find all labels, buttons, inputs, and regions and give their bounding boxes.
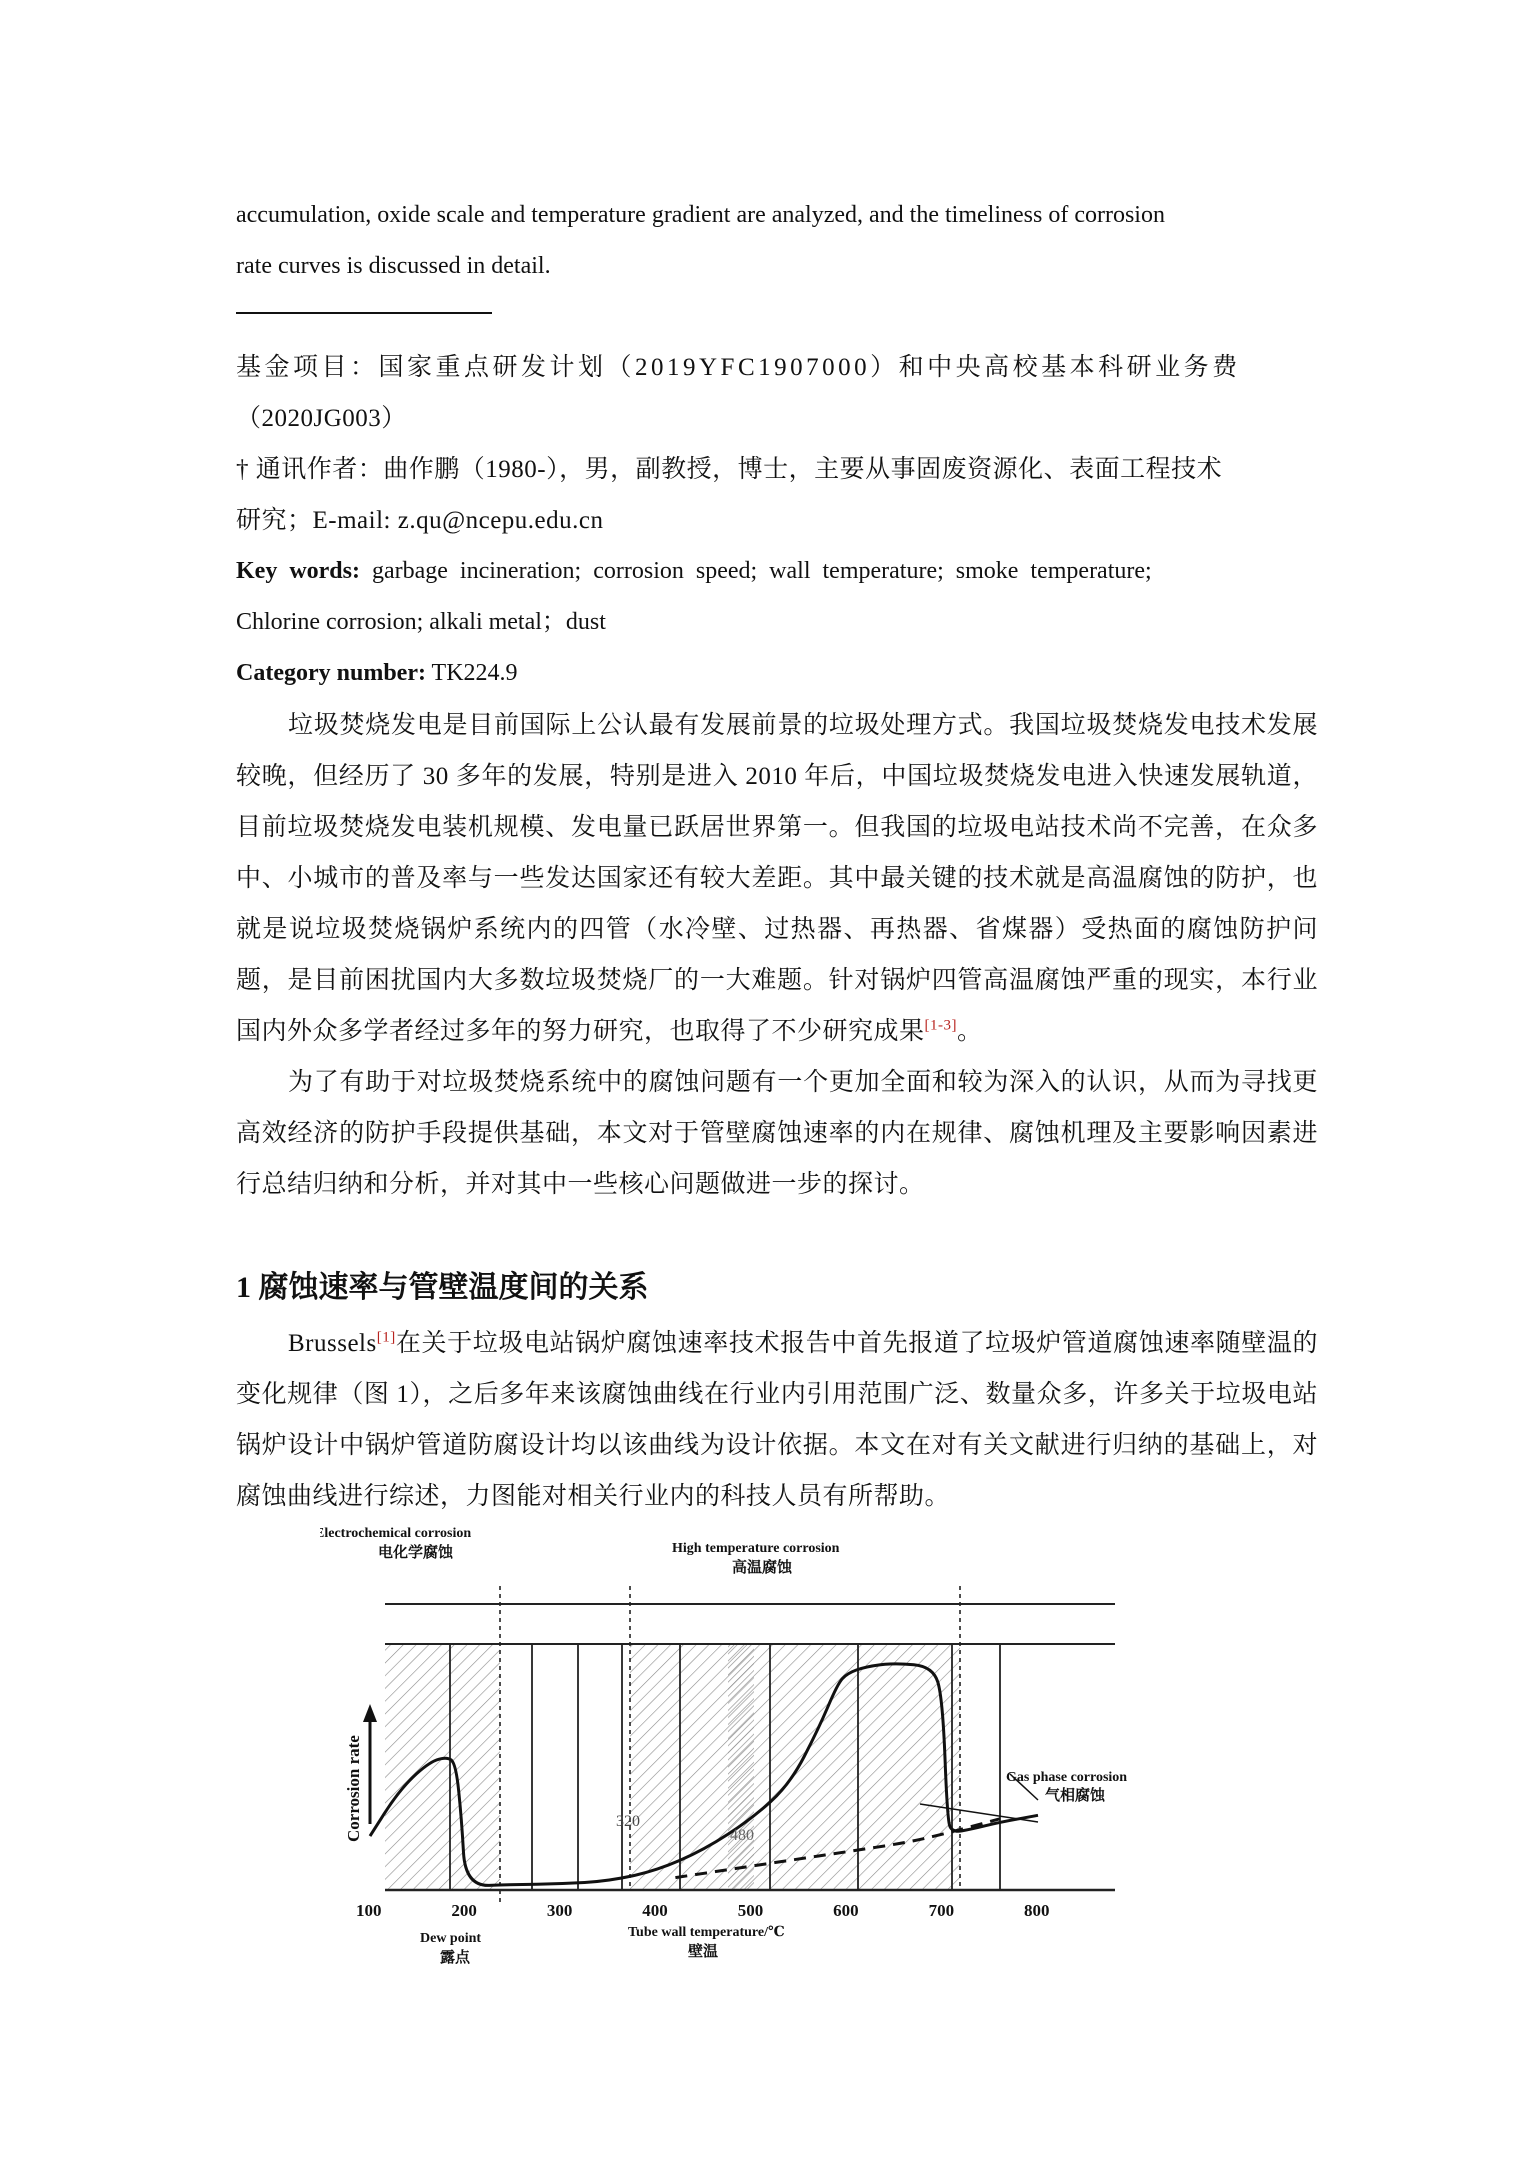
x-tick-700: 700 [928, 1901, 955, 1920]
intro [236, 700, 1318, 1210]
category [236, 648, 1318, 699]
intro-paragraph-1-text: 垃圾焚烧发电是目前国际上公认最有发展前景的垃圾处理方式。我国垃圾焚烧发电技术发展较晚，但经历了 30 多年的发展，特别是进入 2010 年后，中国垃圾焚烧发电进入快速发展轨道，目前垃圾焚烧发电装机规模、发电量已跃居世界第一。但我国的垃圾电站技术尚不完善，在众多中、小城市的普及率与一些发达国家还有较大差距。其中最关键的技术就是高温腐蚀的防护，也就是说垃圾焚烧锅炉系统内的四管（水冷壁、过热器、再热器、省煤器）受热面的腐蚀防护问题，是目前困扰国内大多数垃圾焚烧厂的一大难题。针对锅炉四管高温腐蚀严重的现实，本行业国内外众多学者经过多年的努力研究，也取得了不少研究成果 [236, 712, 1318, 1045]
figure-1 [320, 1524, 1180, 1994]
keywords-values-1: garbage incineration; corrosion speed; wall temperature; smoke temperature; [359, 558, 1152, 584]
marker-320: 320 [616, 1813, 640, 1830]
x-tick-500: 500 [737, 1901, 764, 1920]
footnotes [236, 342, 1318, 546]
x-axis-label-en: Tube wall temperature/℃ [628, 1925, 785, 1940]
electrochem-label-cn: 电化学腐蚀 [378, 1545, 454, 1561]
author-line-1: † 通讯作者：曲作鹏（1980-），男，副教授，博士，主要从事固废资源化、表面工程技术 [236, 456, 1223, 483]
x-tick-200: 200 [451, 1901, 477, 1920]
keywords-line-2: Chlorine corrosion; alkali metal；dust [236, 609, 606, 635]
abstract-line-2: rate curves is discussed in detail. [236, 253, 551, 279]
intro-paragraph-1-end: 。 [957, 1018, 983, 1045]
section-1-heading: 1 腐蚀速率与管壁温度间的关系 [236, 1271, 649, 1304]
fund-line-2: （2020JG003） [236, 405, 407, 432]
x-axis-label-cn: 壁温 [688, 1944, 719, 1960]
abstract-line-1: accumulation, oxide scale and temperature gradient are analyzed, and the timeliness of corrosion [236, 202, 1165, 228]
fund-line-1: 基金项目：国家重点研发计划（2019YFC1907000）和中央高校基本科研业务费 [236, 354, 1241, 381]
x-tick-400: 400 [642, 1901, 668, 1920]
author-line-2: 研究；E-mail: z.qu@ncepu.edu.cn [236, 507, 604, 534]
section-1-body: 在关于垃圾电站锅炉腐蚀速率技术报告中首先报道了垃圾炉管道腐蚀速率随壁温的变化规律（图 1），之后多年来该腐蚀曲线在行业内引用范围广泛、数量众多，许多关于垃圾电站锅炉设计中锅炉管道防腐设计均以该曲线为设计依据。本文在对有关文献进行归纳的基础上，对腐蚀曲线进行综述，力图能对相关行业内的科技人员有所帮助。 [236, 1330, 1318, 1510]
electrochem-label-en: Electrochemical corrosion [320, 1526, 472, 1541]
section-1 [236, 1262, 1318, 1522]
y-axis-label: Corrosion rate [344, 1735, 363, 1842]
intro-paragraph-1 [236, 700, 1318, 1057]
section-1-lead: Brussels [288, 1330, 377, 1357]
x-tick-labels [356, 1901, 1050, 1920]
keywords [236, 546, 1318, 648]
section-1-paragraph [236, 1318, 1318, 1522]
region-electrochemical [385, 1644, 500, 1890]
citation-1-3[interactable]: [1-3] [924, 1017, 958, 1034]
hightemp-label-cn: 高温腐蚀 [732, 1560, 793, 1576]
gas-label-cn: 气相腐蚀 [1045, 1788, 1106, 1804]
keywords-label: Key words: [236, 558, 360, 584]
category-line [236, 648, 1318, 699]
x-tick-800: 800 [1024, 1901, 1050, 1920]
citation-1[interactable]: [1] [376, 1329, 396, 1346]
abstract-tail [236, 190, 1318, 292]
category-value: TK224.9 [425, 660, 518, 686]
keywords-line-1 [236, 546, 1318, 597]
x-tick-600: 600 [833, 1901, 859, 1920]
x-tick-100: 100 [356, 1901, 382, 1920]
dew-point-label-cn: 露点 [440, 1950, 471, 1966]
hightemp-label-en: High temperature corrosion [672, 1541, 840, 1556]
corrosion-chart [320, 1524, 1180, 1994]
x-tick-300: 300 [546, 1901, 573, 1920]
intro-paragraph-2: 为了有助于对垃圾焚烧系统中的腐蚀问题有一个更加全面和较为深入的认识，从而为寻找更高效经济的防护手段提供基础，本文对于管壁腐蚀速率的内在规律、腐蚀机理及主要影响因素进行总结归纳和分析，并对其中一些核心问题做进一步的探讨。 [236, 1069, 1318, 1198]
marker-480: 480 [730, 1827, 754, 1844]
region-480-band [728, 1644, 754, 1890]
footnote-divider [236, 312, 492, 314]
y-axis-arrowhead [363, 1704, 377, 1722]
dew-point-label-en: Dew point [420, 1931, 482, 1946]
gas-label-en: Gas phase corrosion [1006, 1770, 1128, 1785]
category-label: Category number: [236, 660, 426, 686]
